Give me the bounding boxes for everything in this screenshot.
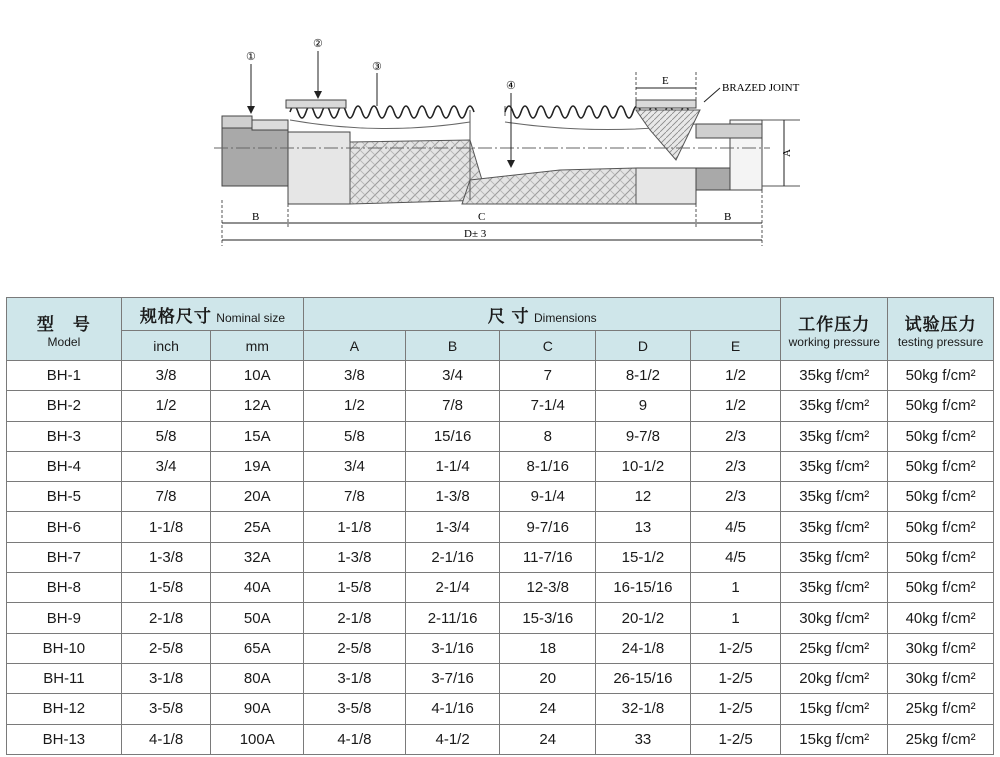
mm-cell: 100A [211, 724, 304, 754]
e-cell: 2/3 [690, 421, 781, 451]
specification-table [6, 297, 994, 755]
working-pressure-header [781, 298, 888, 361]
testing-pressure-cell: 40kg f/cm² [888, 603, 994, 633]
model-cell: BH-8 [7, 573, 122, 603]
e-cell: 2/3 [690, 451, 781, 481]
c-cell: 12-3/8 [500, 573, 596, 603]
testing-pressure-cell: 50kg f/cm² [888, 573, 994, 603]
working-pressure-cell: 35kg f/cm² [781, 512, 888, 542]
brazed-joint-label: BRAZED JOINT [722, 82, 800, 94]
table-row [7, 451, 994, 481]
dimensions-header [304, 298, 781, 331]
table-row [7, 482, 994, 512]
a-cell: 4-1/8 [304, 724, 406, 754]
d-cell: 15-1/2 [596, 542, 691, 572]
table-row [7, 512, 994, 542]
dim-e-label: E [662, 75, 669, 87]
dim-c-header: C [500, 331, 596, 361]
testing-pressure-header [888, 298, 994, 361]
b-cell: 2-1/16 [405, 542, 500, 572]
d-cell: 12 [596, 482, 691, 512]
right-nut [636, 168, 696, 204]
model-cell: BH-13 [7, 724, 122, 754]
mm-cell: 25A [211, 512, 304, 542]
inch-cell: 1-3/8 [121, 542, 211, 572]
inch-cell: 3/8 [121, 361, 211, 391]
d-cell: 13 [596, 512, 691, 542]
inch-cell: 2-1/8 [121, 603, 211, 633]
inch-header: inch [121, 331, 211, 361]
mm-cell: 12A [211, 391, 304, 421]
inch-cell: 1-1/8 [121, 512, 211, 542]
c-cell: 15-3/16 [500, 603, 596, 633]
d-cell: 20-1/2 [596, 603, 691, 633]
b-cell: 2-1/4 [405, 573, 500, 603]
model-cell: BH-10 [7, 633, 122, 663]
c-cell: 24 [500, 694, 596, 724]
model-header-en: Model [47, 334, 81, 349]
model-header-cn: 型 号 [36, 314, 91, 334]
b-cell: 3-1/16 [405, 633, 500, 663]
mm-cell: 10A [211, 361, 304, 391]
working-pressure-cell: 30kg f/cm² [781, 603, 888, 633]
inch-cell: 3/4 [121, 451, 211, 481]
a-cell: 3/8 [304, 361, 406, 391]
d-cell: 9-7/8 [596, 421, 691, 451]
c-cell: 18 [500, 633, 596, 663]
a-cell: 1-5/8 [304, 573, 406, 603]
testing-pressure-cn: 试验压力 [904, 314, 977, 334]
b-cell: 3-7/16 [405, 663, 500, 693]
e-cell: 1-2/5 [690, 633, 781, 663]
testing-pressure-cell: 50kg f/cm² [888, 451, 994, 481]
model-cell: BH-6 [7, 512, 122, 542]
table-row [7, 603, 994, 633]
dimensions-header-cn: 尺 寸 [487, 306, 530, 326]
working-pressure-cell: 15kg f/cm² [781, 724, 888, 754]
mm-cell: 80A [211, 663, 304, 693]
mm-cell: 90A [211, 694, 304, 724]
inch-cell: 2-5/8 [121, 633, 211, 663]
working-pressure-cell: 35kg f/cm² [781, 391, 888, 421]
a-cell: 2-1/8 [304, 603, 406, 633]
a-cell: 1-1/8 [304, 512, 406, 542]
testing-pressure-cell: 50kg f/cm² [888, 421, 994, 451]
dim-b-left-label: B [252, 211, 260, 223]
model-cell: BH-12 [7, 694, 122, 724]
model-cell: BH-7 [7, 542, 122, 572]
working-pressure-cell: 20kg f/cm² [781, 663, 888, 693]
d-cell: 9 [596, 391, 691, 421]
e-cell: 4/5 [690, 542, 781, 572]
model-cell: BH-3 [7, 421, 122, 451]
e-cell: 1-2/5 [690, 663, 781, 693]
dim-b-right-label: B [724, 211, 732, 223]
mm-cell: 40A [211, 573, 304, 603]
inch-cell: 3-5/8 [121, 694, 211, 724]
e-cell: 4/5 [690, 512, 781, 542]
testing-pressure-en: testing pressure [897, 334, 984, 349]
c-cell: 7 [500, 361, 596, 391]
model-cell: BH-4 [7, 451, 122, 481]
b-cell: 1-3/8 [405, 482, 500, 512]
dimensions-header-en: Dimensions [533, 310, 597, 325]
testing-pressure-cell: 50kg f/cm² [888, 391, 994, 421]
b-cell: 2-11/16 [405, 603, 500, 633]
model-cell: BH-11 [7, 663, 122, 693]
a-cell: 2-5/8 [304, 633, 406, 663]
d-cell: 33 [596, 724, 691, 754]
testing-pressure-cell: 25kg f/cm² [888, 694, 994, 724]
dim-d-label: D± 3 [464, 228, 487, 240]
left-nut [288, 132, 350, 204]
table-row [7, 391, 994, 421]
table-row [7, 542, 994, 572]
working-pressure-cell: 35kg f/cm² [781, 421, 888, 451]
d-cell: 26-15/16 [596, 663, 691, 693]
e-cell: 1 [690, 573, 781, 603]
b-cell: 4-1/16 [405, 694, 500, 724]
e-cell: 1-2/5 [690, 724, 781, 754]
d-cell: 24-1/8 [596, 633, 691, 663]
e-cell: 1-2/5 [690, 694, 781, 724]
mm-cell: 50A [211, 603, 304, 633]
testing-pressure-cell: 50kg f/cm² [888, 542, 994, 572]
d-cell: 32-1/8 [596, 694, 691, 724]
left-nipple [222, 126, 288, 186]
a-cell: 3/4 [304, 451, 406, 481]
c-cell: 24 [500, 724, 596, 754]
testing-pressure-cell: 25kg f/cm² [888, 724, 994, 754]
working-pressure-cell: 25kg f/cm² [781, 633, 888, 663]
e-cell: 2/3 [690, 482, 781, 512]
mm-cell: 19A [211, 451, 304, 481]
table-row [7, 663, 994, 693]
testing-pressure-cell: 50kg f/cm² [888, 361, 994, 391]
b-cell: 1-3/4 [405, 512, 500, 542]
nominal-size-header [121, 298, 303, 331]
mm-cell: 20A [211, 482, 304, 512]
model-cell: BH-9 [7, 603, 122, 633]
b-cell: 4-1/2 [405, 724, 500, 754]
testing-pressure-cell: 50kg f/cm² [888, 482, 994, 512]
table-row [7, 421, 994, 451]
a-cell: 1/2 [304, 391, 406, 421]
e-cell: 1/2 [690, 391, 781, 421]
c-cell: 11-7/16 [500, 542, 596, 572]
c-cell: 7-1/4 [500, 391, 596, 421]
dim-e-header: E [690, 331, 781, 361]
e-cell: 1/2 [690, 361, 781, 391]
inch-cell: 5/8 [121, 421, 211, 451]
model-header [7, 298, 122, 361]
callout-3: ③ [372, 60, 382, 73]
d-cell: 8-1/2 [596, 361, 691, 391]
c-cell: 9-7/16 [500, 512, 596, 542]
model-cell: BH-5 [7, 482, 122, 512]
b-cell: 1-1/4 [405, 451, 500, 481]
working-pressure-cell: 35kg f/cm² [781, 361, 888, 391]
inch-cell: 7/8 [121, 482, 211, 512]
mm-header: mm [211, 331, 304, 361]
a-cell: 5/8 [304, 421, 406, 451]
table-row [7, 573, 994, 603]
dim-c-label: C [478, 211, 486, 223]
a-cell: 3-5/8 [304, 694, 406, 724]
c-cell: 9-1/4 [500, 482, 596, 512]
b-cell: 3/4 [405, 361, 500, 391]
working-pressure-en: working pressure [788, 334, 880, 349]
mm-cell: 15A [211, 421, 304, 451]
inch-cell: 4-1/8 [121, 724, 211, 754]
dim-d-header: D [596, 331, 691, 361]
working-pressure-cn: 工作压力 [798, 314, 871, 334]
e-cell: 1 [690, 603, 781, 633]
dim-a-label: A [781, 149, 793, 157]
mm-cell: 65A [211, 633, 304, 663]
model-cell: BH-1 [7, 361, 122, 391]
mm-cell: 32A [211, 542, 304, 572]
working-pressure-cell: 35kg f/cm² [781, 482, 888, 512]
inch-cell: 1/2 [121, 391, 211, 421]
working-pressure-cell: 35kg f/cm² [781, 573, 888, 603]
table-row [7, 361, 994, 391]
nominal-header-cn: 规格尺寸 [139, 306, 212, 326]
a-cell: 1-3/8 [304, 542, 406, 572]
inch-cell: 3-1/8 [121, 663, 211, 693]
b-cell: 15/16 [405, 421, 500, 451]
working-pressure-cell: 15kg f/cm² [781, 694, 888, 724]
callout-4: ④ [506, 79, 516, 92]
nominal-header-en: Nominal size [216, 310, 285, 325]
table-row [7, 694, 994, 724]
testing-pressure-cell: 30kg f/cm² [888, 663, 994, 693]
callout-1: ① [246, 50, 256, 63]
table-row [7, 724, 994, 754]
testing-pressure-cell: 50kg f/cm² [888, 512, 994, 542]
c-cell: 20 [500, 663, 596, 693]
table-row [7, 633, 994, 663]
working-pressure-cell: 35kg f/cm² [781, 542, 888, 572]
b-cell: 7/8 [405, 391, 500, 421]
c-cell: 8 [500, 421, 596, 451]
table-body [7, 361, 994, 755]
model-cell: BH-2 [7, 391, 122, 421]
a-cell: 7/8 [304, 482, 406, 512]
d-cell: 16-15/16 [596, 573, 691, 603]
testing-pressure-cell: 30kg f/cm² [888, 633, 994, 663]
d-cell: 10-1/2 [596, 451, 691, 481]
hose-assembly-drawing [200, 38, 810, 253]
inch-cell: 1-5/8 [121, 573, 211, 603]
callout-2: ② [313, 38, 323, 50]
a-cell: 3-1/8 [304, 663, 406, 693]
c-cell: 8-1/16 [500, 451, 596, 481]
dim-a-header: A [304, 331, 406, 361]
working-pressure-cell: 35kg f/cm² [781, 451, 888, 481]
dim-b-header: B [405, 331, 500, 361]
